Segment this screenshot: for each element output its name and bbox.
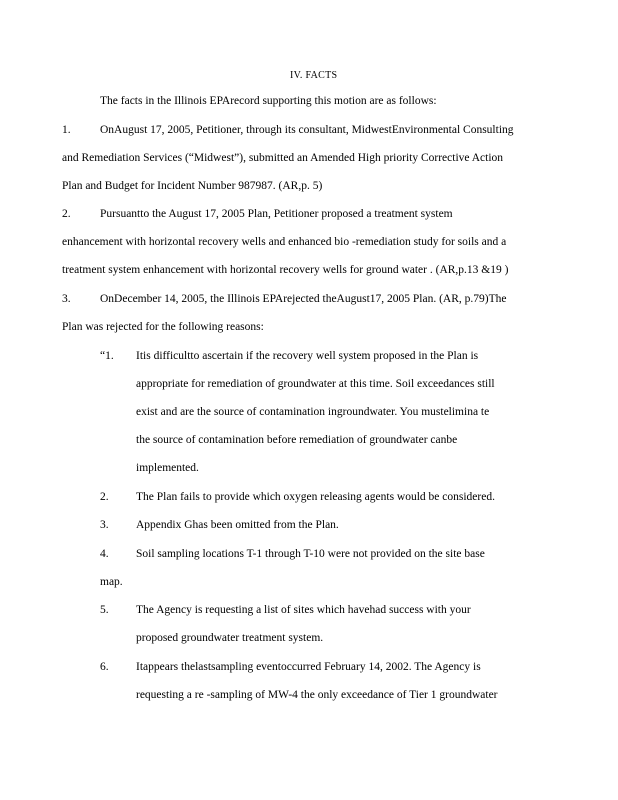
- reason-6-line-1: Itappears thelastsampling eventoccurred February 14, 2002. The Agency is: [136, 661, 481, 673]
- paragraph-1-number: 1.: [62, 124, 71, 136]
- paragraph-2-line-2: enhancement with horizontal recovery wells and enhanced bio -remediation study for soils and a: [62, 236, 507, 248]
- reason-5-line-2: proposed groundwater treatment system.: [136, 632, 324, 644]
- paragraph-3-number: 3.: [62, 293, 71, 305]
- reason-2-line-1: The Plan fails to provide which oxygen releasing agents would be considered.: [136, 491, 495, 503]
- reason-3-line-1: Appendix Ghas been omitted from the Plan.: [136, 519, 339, 531]
- reason-1-number: “1.: [100, 350, 114, 362]
- reason-5-line-1: The Agency is requesting a list of sites which havehad success with your: [136, 604, 471, 616]
- reason-5-number: 5.: [100, 604, 109, 616]
- paragraph-3-line-1: OnDecember 14, 2005, the Illinois EPArejected theAugust17, 2005 Plan. (AR, p.79)The: [100, 293, 507, 305]
- reason-3-number: 3.: [100, 519, 109, 531]
- reason-1-line-1: Itis difficultto ascertain if the recovery well system proposed in the Plan is: [136, 350, 479, 362]
- reason-4-line-1: Soil sampling locations T-1 through T-10 were not provided on the site base: [136, 548, 485, 560]
- reason-6-number: 6.: [100, 661, 109, 673]
- reason-4-number: 4.: [100, 548, 109, 560]
- reason-1-line-2: appropriate for remediation of groundwater at this time. Soil exceedances still: [136, 378, 495, 390]
- paragraph-1-line-1: OnAugust 17, 2005, Petitioner, through its consultant, MidwestEnvironmental Consulting: [100, 124, 514, 136]
- intro-text: The facts in the Illinois EPArecord supporting this motion are as follows:: [100, 95, 437, 107]
- reason-2-number: 2.: [100, 491, 109, 503]
- reason-1-line-5: implemented.: [136, 462, 199, 474]
- paragraph-2-number: 2.: [62, 208, 71, 220]
- reason-1-line-4: the source of contamination before remediation of groundwater canbe: [136, 434, 458, 446]
- paragraph-1-line-2: and Remediation Services (“Midwest”), submitted an Amended High priority Corrective Action: [62, 152, 504, 164]
- section-heading: IV. FACTS: [290, 70, 338, 81]
- paragraph-2-line-1: Pursuantto the August 17, 2005 Plan, Petitioner proposed a treatment system: [100, 208, 453, 220]
- paragraph-2-line-3: treatment system enhancement with horizontal recovery wells for ground water . (AR,p.13 &19 ): [62, 264, 509, 276]
- reason-1-line-3: exist and are the source of contamination ingroundwater. You mustelimina te: [136, 406, 490, 418]
- paragraph-3-line-2: Plan was rejected for the following reasons:: [62, 321, 264, 333]
- reason-4-line-2: map.: [100, 576, 123, 588]
- reason-6-line-2: requesting a re -sampling of MW-4 the only exceedance of Tier 1 groundwater: [136, 689, 498, 701]
- paragraph-1-line-3: Plan and Budget for Incident Number 987987. (AR,p. 5): [62, 180, 323, 192]
